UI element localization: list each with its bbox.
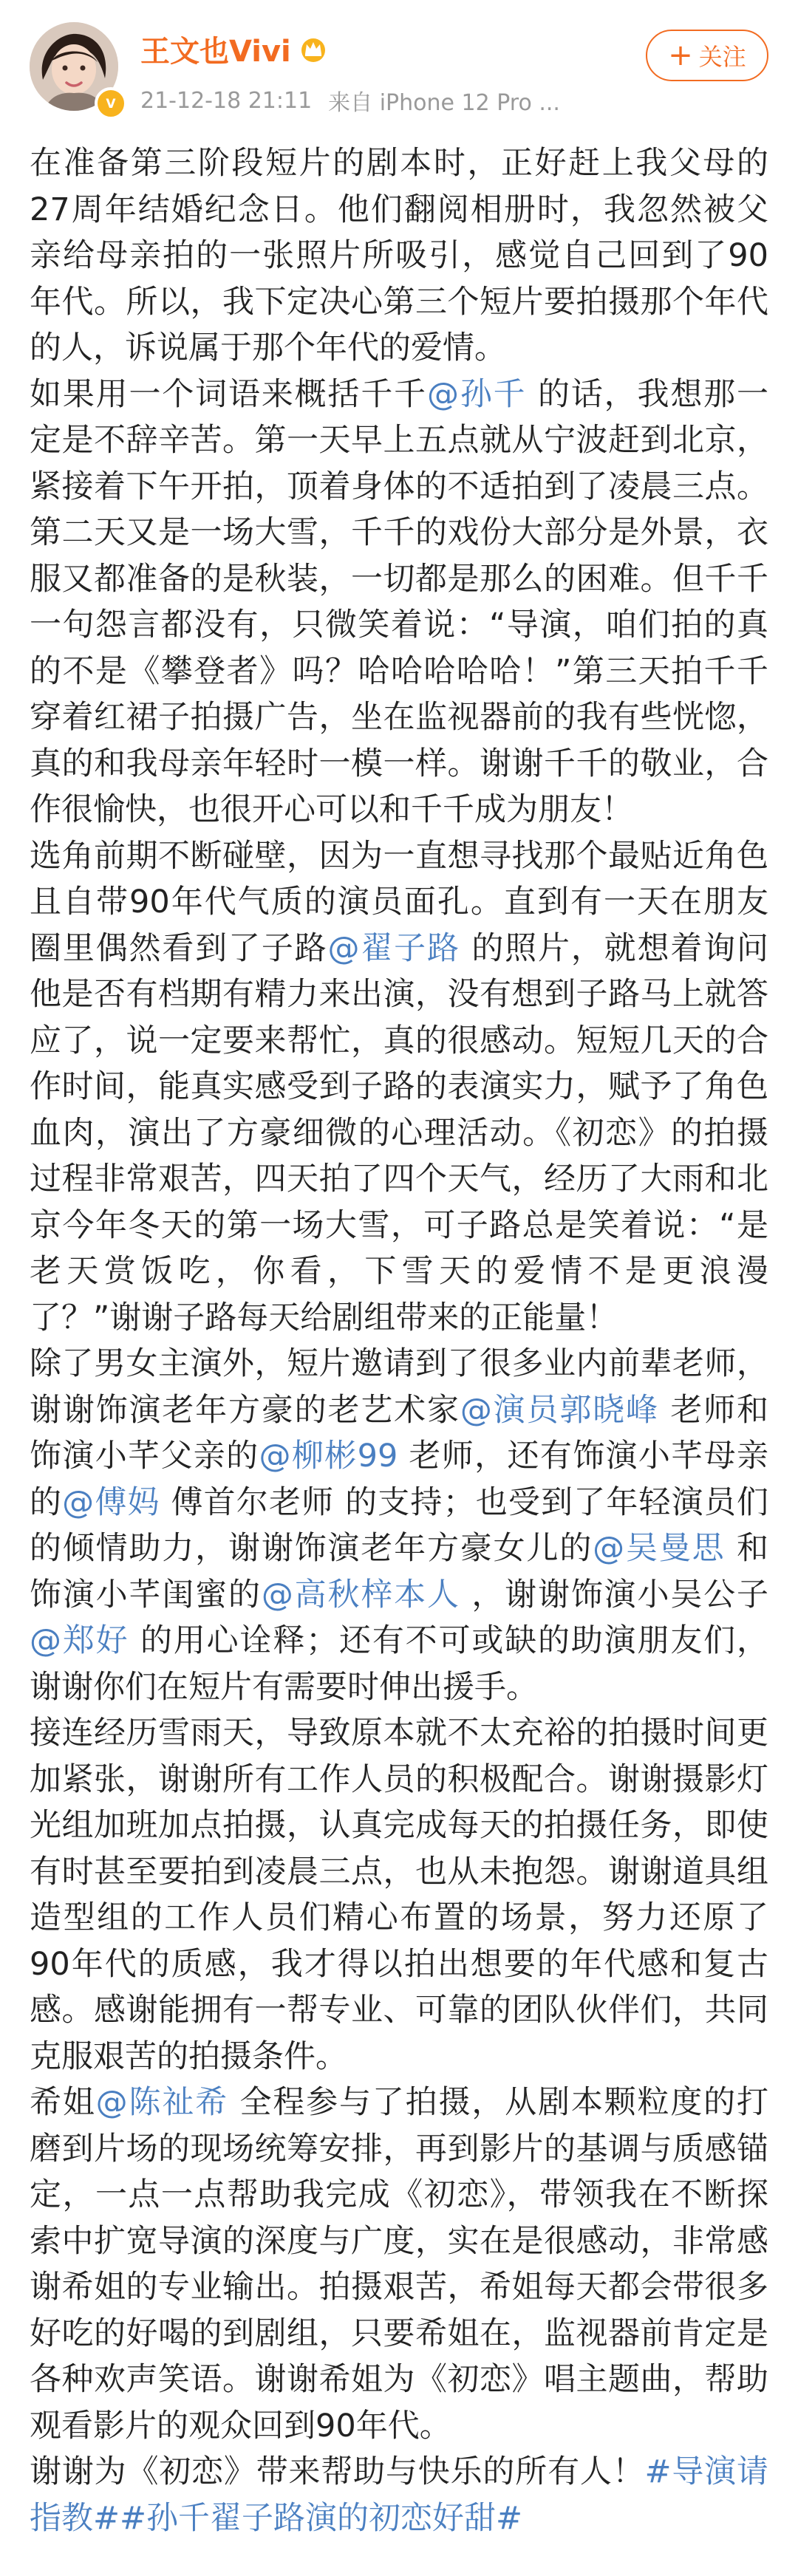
- post-text: ，谢谢饰演小吴公子: [460, 1576, 769, 1613]
- user-mention-link[interactable]: @高秋梓本人: [261, 1576, 460, 1613]
- follow-button[interactable]: [646, 30, 768, 81]
- follow-button-label: 关注: [698, 43, 746, 71]
- post-text: 的照片，就想着询问他是否有档期有精力来出演，没有想到子路马上就答应了，说一定要来帮忙，真的很感动。短短几天的合作时间，能真实感受到子路的表演实力，赋予了角色血肉，演出了方豪细微的心理活动。《初恋》的拍摄过程非常艰苦，四天拍了四个天气，经历了大雨和北京今年冬天的第一场大雪，可子路总是笑着说：“是老天赏饭吃，你看，下雪天的爱情不是更浪漫了？”谢谢子路每天给剧组带来的正能量！: [30, 929, 769, 1336]
- post-text: 除了男女主演外，短片邀请到了很多业内前辈老师，谢谢饰演老年方豪的老艺术家: [30, 1345, 768, 1429]
- post-text: 接连经历雪雨天，导致原本就不太充裕的拍摄时间更加紧张，谢谢所有工作人员的积极配合。谢谢摄影灯光组加班加点拍摄，认真完成每天的拍摄任务，即使有时甚至要拍到凌晨三点，也从未抱怨。谢谢道具组造型组的工作人员们精心布置的场景，努力还原了90年代的质感，我才得以拍出想要的年代感和复古感。感谢能拥有一帮专业、可靠的团队伙伴们，共同克服艰苦的拍摄条件。: [30, 1715, 768, 2075]
- user-mention-link[interactable]: @柳彬99: [259, 1438, 398, 1475]
- verified-badge-icon: [95, 87, 127, 120]
- hashtag-link[interactable]: #导演请指教#: [30, 2453, 769, 2537]
- user-mention-link[interactable]: @孙千: [427, 375, 527, 413]
- post-paragraph: [30, 833, 768, 1342]
- post-text: 全程参与了拍摄，从剧本颗粒度的打磨到片场的现场统筹安排，再到影片的基调与质感锚定，一点一点帮助我完成《初恋》，带领我在不断探索中扩宽导演的深度与广度，实在是很感动，非常感谢希姐的专业输出。拍摄艰苦，希姐每天都会带很多好吃的好喝的到剧组，只要希姐在，监视器前肯定是各种欢声笑语。谢谢希姐为《初恋》唱主题曲，帮助观看影片的观众回到90年代。: [30, 2084, 769, 2445]
- author-name[interactable]: [140, 25, 328, 72]
- post-text: 选角前期不断碰壁，因为一直想寻找那个最贴近角色且自带90年代气质的演员面孔。直到有一天在朋友圈里偶然看到了子路: [30, 837, 768, 967]
- user-mention-link[interactable]: @吴曼思: [593, 1530, 726, 1567]
- user-mention-link[interactable]: @郑好: [30, 1622, 129, 1659]
- user-mention-link[interactable]: @傅妈: [62, 1483, 160, 1521]
- post-text: 的话，我想那一定是不辞辛苦。第一天早上五点就从宁波赶到北京，紧接着下午开拍，顶着身体的不适拍到了凌晨三点。第二天又是一场大雪，千千的戏份大部分是外景，衣服又都准备的是秋装，一切都是那么的困难。但千千一句怨言都没有，只微笑着说：“导演，咱们拍的真的不是《攀登者》吗？哈哈哈哈哈！”第三天拍千千穿着红裙子拍摄广告，坐在监视器前的我有些恍惚，真的和我母亲年轻时一模一样。谢谢千千的敬业，合作很愉快，也很开心可以和千千成为朋友！: [30, 375, 769, 828]
- post-paragraph: [30, 372, 768, 833]
- user-mention-link[interactable]: @陈祉希: [95, 2084, 229, 2121]
- post-text: 如果用一个词语来概括千千: [30, 375, 427, 413]
- post-source: 来自 iPhone 12 Pro ...: [328, 90, 560, 116]
- post-header: [30, 22, 768, 133]
- post-text: 在准备第三阶段短片的剧本时，正好赶上我父母的27周年结婚纪念日。他们翻阅相册时，我忽然被父亲给母亲拍的一张照片所吸引，感觉自己回到了90年代。所以，我下定决心第三个短片要拍摄那个年代的人，诉说属于那个年代的爱情。: [30, 145, 768, 366]
- plus-icon: +: [668, 38, 693, 72]
- post-paragraph: [30, 1341, 768, 1710]
- post-paragraph: [30, 1710, 768, 2080]
- post-paragraph: [30, 2449, 768, 2541]
- post-meta: [140, 84, 560, 117]
- post-text: 老师和饰演小芊父亲的: [30, 1391, 769, 1475]
- post-paragraph: [30, 140, 768, 372]
- post-text: 傅首尔老师 的支持；也受到了年轻演员们的倾情助力，谢谢饰演老年方豪女儿的: [30, 1483, 769, 1567]
- user-mention-link[interactable]: @演员郭晓峰: [460, 1391, 659, 1429]
- hashtag-link[interactable]: #孙千翟子路演的初恋好甜#: [120, 2499, 523, 2537]
- post-text: 谢谢为《初恋》带来帮助与快乐的所有人！: [30, 2453, 645, 2490]
- crown-badge-icon: [299, 34, 328, 64]
- post-text: 老师，还有饰演小芊母亲的: [30, 1438, 769, 1521]
- post-text: 希姐: [30, 2084, 96, 2121]
- svg-text:V: V: [106, 97, 116, 112]
- author-name-text[interactable]: 王文也Vivi: [140, 34, 291, 69]
- post-timestamp: 21-12-18 21:11: [140, 87, 313, 114]
- post-text: 和饰演小芊闺蜜的: [30, 1530, 769, 1613]
- post-paragraph: [30, 2080, 768, 2449]
- post-text: 的用心诠释；还有不可或缺的助演朋友们，谢谢你们在短片有需要时伸出援手。: [30, 1622, 768, 1706]
- post-content: [30, 140, 768, 2541]
- user-mention-link[interactable]: @翟子路: [327, 929, 460, 967]
